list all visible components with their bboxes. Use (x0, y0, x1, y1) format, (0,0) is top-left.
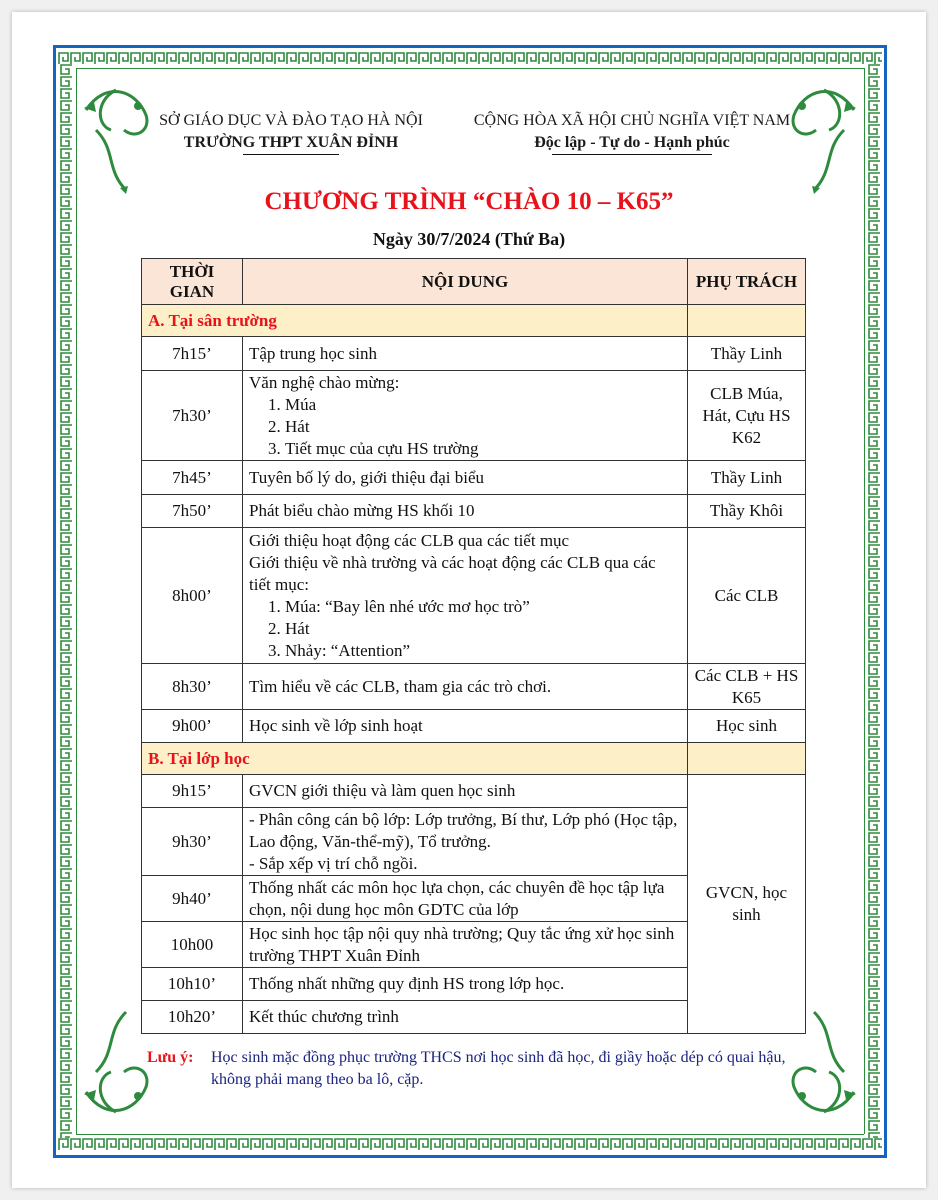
table-row (142, 371, 806, 461)
row-content (243, 528, 688, 664)
row-content-line2: Giới thiệu về nhà trường và các hoạt động các CLB qua các tiết mục: (249, 552, 656, 594)
row-owner: CLB Múa, Hát, Cựu HS K62 (688, 371, 806, 461)
school-name (138, 132, 444, 154)
document-title: CHƯƠNG TRÌNH “CHÀO 10 – K65” (264, 188, 674, 215)
list-item: 3. Tiết mục của cựu HS trường (285, 438, 681, 460)
section-b-owner: GVCN, học sinh (688, 775, 806, 1034)
row-time: 7h50’ (142, 495, 243, 528)
row-time: 9h30’ (142, 808, 243, 876)
row-content (243, 371, 688, 461)
row-time: 7h45’ (142, 461, 243, 495)
table-row (142, 710, 806, 743)
national-motto: Độc lập - Tự do - Hạnh phúc (534, 134, 730, 151)
row-content: Phát biểu chào mừng HS khối 10 (243, 495, 688, 528)
row-content: Thống nhất những quy định HS trong lớp học. (243, 968, 688, 1001)
row-content-line2: - Sắp xếp vị trí chỗ ngồi. (249, 853, 418, 873)
row-time: 10h10’ (142, 968, 243, 1001)
table-row (142, 495, 806, 528)
section-a-empty (688, 305, 806, 337)
row-content-line1: - Phân công cán bộ lớp: Lớp trưởng, Bí thư, Lớp phó (Học tập, Lao động, Văn-thể-mỹ), Tổ trưởng. (249, 809, 678, 851)
issuer-block (138, 110, 444, 155)
row-content-line1: Giới thiệu hoạt động các CLB qua các tiết mục (249, 530, 570, 550)
country-name: CỘNG HÒA XÃ HỘI CHỦ NGHĨA VIỆT NAM (473, 112, 791, 129)
list-item: 2. Hát (285, 416, 681, 438)
list-item: 1. Múa (285, 394, 681, 416)
list-item: 1. Múa: “Bay lên nhé ước mơ học trò” (285, 596, 681, 618)
row-owner: Thầy Linh (688, 461, 806, 495)
row-time: 9h15’ (142, 775, 243, 808)
section-b-label: B. Tại lớp học (142, 743, 688, 775)
school-name-underline (243, 154, 339, 155)
schedule-table (141, 258, 806, 1034)
row-time: 9h00’ (142, 710, 243, 743)
row-owner: Các CLB (688, 528, 806, 664)
section-row-b (142, 743, 806, 775)
performance-list (249, 394, 681, 460)
table-row (142, 528, 806, 664)
row-content-intro: Văn nghệ chào mừng: (249, 372, 400, 392)
performance-list (249, 596, 681, 662)
school-name-text: TRƯỜNG THPT XUÂN ĐỈNH (183, 134, 399, 151)
row-content: Tìm hiểu về các CLB, tham gia các trò chơi. (243, 664, 688, 710)
row-content (243, 808, 688, 876)
header-owner: PHỤ TRÁCH (688, 259, 806, 305)
row-content: Tuyên bố lý do, giới thiệu đại biểu (243, 461, 688, 495)
table-row (142, 664, 806, 710)
row-content: Học sinh học tập nội quy nhà trường; Quy tắc ứng xử học sinh trường THPT Xuân Đỉnh (243, 922, 688, 968)
table-header-row (142, 259, 806, 305)
greek-key-border-bottom (58, 1136, 882, 1152)
note-text: Học sinh mặc đồng phục trường THCS nơi học sinh đã học, đi giầy hoặc dép có quai hậu, không phải mang theo ba lô, cặp. (211, 1049, 786, 1088)
section-a-label: A. Tại sân trường (142, 305, 688, 337)
row-time: 10h20’ (142, 1001, 243, 1034)
row-owner: Học sinh (688, 710, 806, 743)
row-content: Kết thúc chương trình (243, 1001, 688, 1034)
inner-frame-line-left (76, 68, 77, 1134)
inner-frame-line-right (864, 68, 865, 1134)
note-label: Lưu ý: (147, 1049, 194, 1066)
greek-key-border-right (866, 64, 882, 1138)
note-block (147, 1047, 827, 1091)
row-time: 8h30’ (142, 664, 243, 710)
row-content: GVCN giới thiệu và làm quen học sinh (243, 775, 688, 808)
table-row (142, 337, 806, 371)
row-time: 7h30’ (142, 371, 243, 461)
row-content: Tập trung học sinh (243, 337, 688, 371)
list-item: 2. Hát (285, 618, 681, 640)
table-row (142, 775, 806, 808)
document-date: Ngày 30/7/2024 (Thứ Ba) (372, 229, 566, 249)
note-row (147, 1047, 827, 1091)
row-owner: Các CLB + HS K65 (688, 664, 806, 710)
row-owner: Thầy Linh (688, 337, 806, 371)
row-content: Thống nhất các môn học lựa chọn, các chuyên đề học tập lựa chọn, nội dung học môn GDTC của lớp (243, 876, 688, 922)
section-row-a (142, 305, 806, 337)
inner-frame-line-bottom (76, 1134, 864, 1135)
row-time: 10h00 (142, 922, 243, 968)
header-content: NỘI DUNG (243, 259, 688, 305)
header-time: THỜI GIAN (142, 259, 243, 305)
motto-underline (552, 154, 712, 155)
table-row (142, 461, 806, 495)
row-content: Học sinh về lớp sinh hoạt (243, 710, 688, 743)
row-time: 7h15’ (142, 337, 243, 371)
department-name: SỞ GIÁO DỤC VÀ ĐÀO TẠO HÀ NỘI (159, 112, 423, 129)
national-motto-block (452, 110, 812, 155)
greek-key-border-left (58, 64, 74, 1138)
row-time: 9h40’ (142, 876, 243, 922)
list-item: 3. Nhảy: “Attention” (285, 640, 681, 662)
section-b-empty (688, 743, 806, 775)
row-time: 8h00’ (142, 528, 243, 664)
row-owner: Thầy Khôi (688, 495, 806, 528)
greek-key-border-top (58, 50, 882, 66)
inner-frame-line-top (76, 68, 864, 69)
